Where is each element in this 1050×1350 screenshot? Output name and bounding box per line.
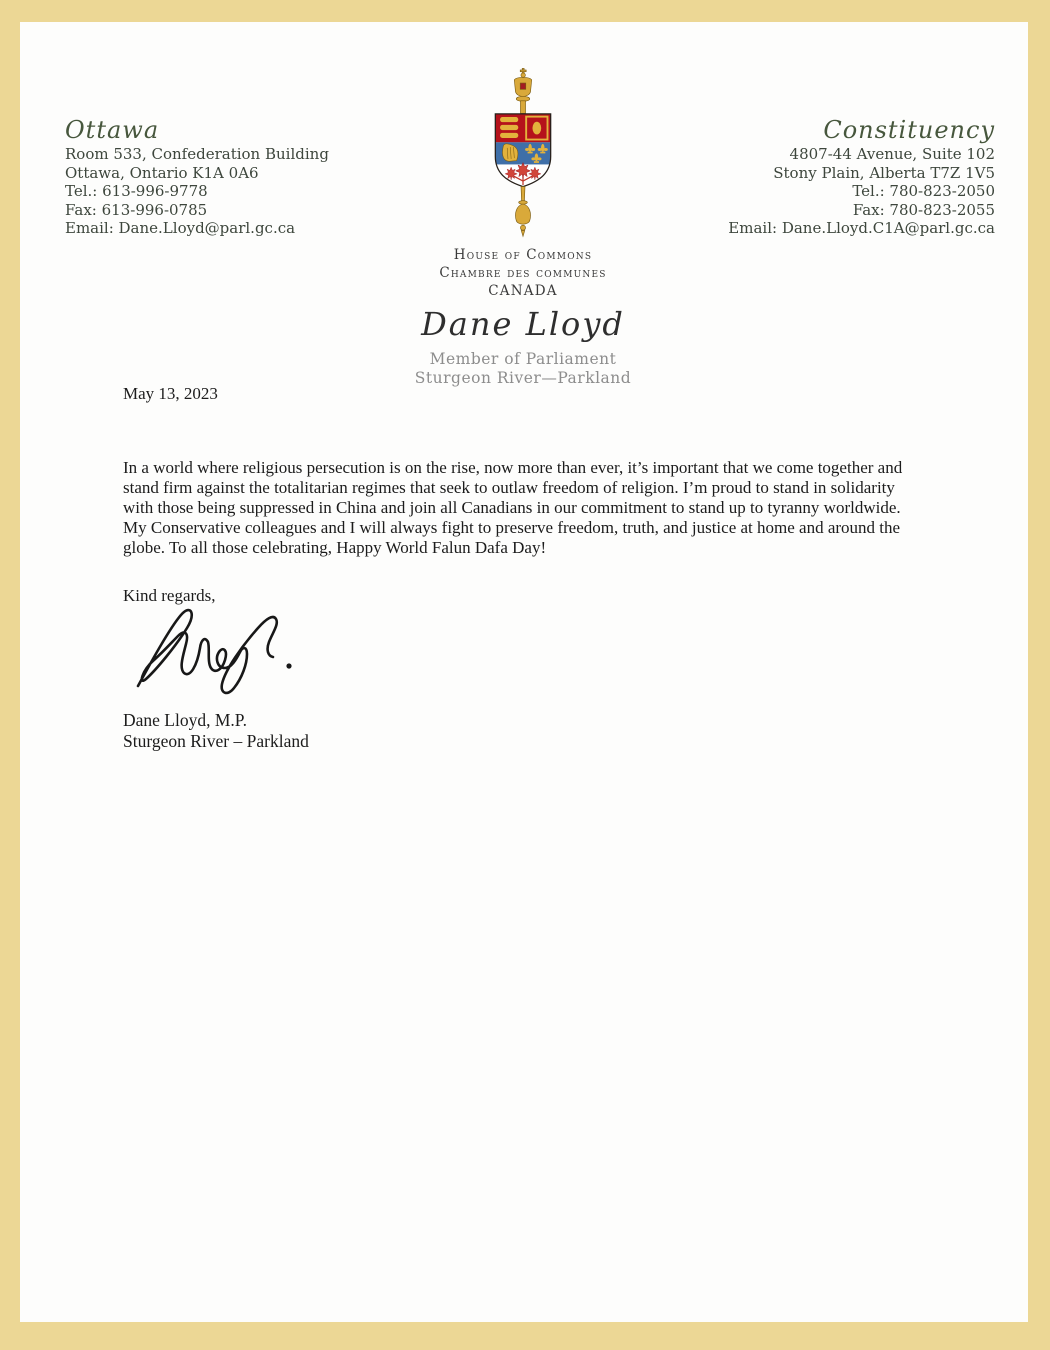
org-line-fr: Chambre des communes [439, 265, 607, 281]
mace-finial [515, 187, 530, 237]
letter-body-paragraph: In a world where religious persecution is on the rise, now more than ever, it’s important that we come together and stand firm against the totalitarian regimes that seek to outlaw freedom of religion. I’m proud to stand in solidarity with those being suppressed in China and join all Canadians in our commitment to stand up to tyranny worldwide. My Conservative colleagues and I will always fight to preserve freedom, truth, and justice at home and around the globe. To all those celebrating, Happy World Falun Dafa Day! [123, 458, 903, 557]
mp-title: Member of Parliament [429, 350, 617, 368]
org-wordmark [383, 246, 663, 300]
org-line-country: CANADA [488, 283, 558, 299]
signer-name: Dane Lloyd, M.P. [123, 710, 247, 730]
ottawa-address-line: Ottawa, Ontario K1A 0A6 [65, 163, 259, 182]
constituency-address-line: 4807-44 Avenue, Suite 102 [789, 145, 995, 163]
mace-crown [514, 68, 531, 113]
mp-name: Dane Lloyd [421, 305, 625, 343]
constituency-address-block [728, 117, 995, 238]
constituency-fax: Fax: 780-823-2055 [852, 200, 995, 219]
ottawa-fax: Fax: 613-996-0785 [65, 200, 208, 219]
mp-riding: Sturgeon River—Parkland [414, 369, 632, 387]
house-of-commons-crest-icon [483, 68, 563, 238]
ottawa-title: Ottawa [65, 116, 160, 144]
signer-riding: Sturgeon River – Parkland [123, 731, 309, 751]
signature-handwriting [130, 600, 302, 704]
letter-page [20, 22, 1028, 1322]
org-line-en: House of Commons [453, 247, 593, 263]
constituency-email: Email: Dane.Lloyd.C1A@parl.gc.ca [728, 219, 995, 238]
constituency-title: Constituency [823, 116, 995, 144]
letter-date: May 13, 2023 [123, 384, 218, 403]
ottawa-address-block [65, 117, 329, 238]
ottawa-phone: Tel.: 613-996-9778 [65, 182, 208, 201]
constituency-phone: Tel.: 780-823-2050 [852, 182, 995, 201]
england-lions [500, 117, 518, 138]
constituency-address-line: Stony Plain, Alberta T7Z 1V5 [773, 163, 995, 182]
ottawa-email: Email: Dane.Lloyd@parl.gc.ca [65, 219, 296, 238]
letter-closing: Kind regards, [123, 586, 216, 605]
ottawa-address-line: Room 533, Confederation Building [65, 145, 329, 163]
